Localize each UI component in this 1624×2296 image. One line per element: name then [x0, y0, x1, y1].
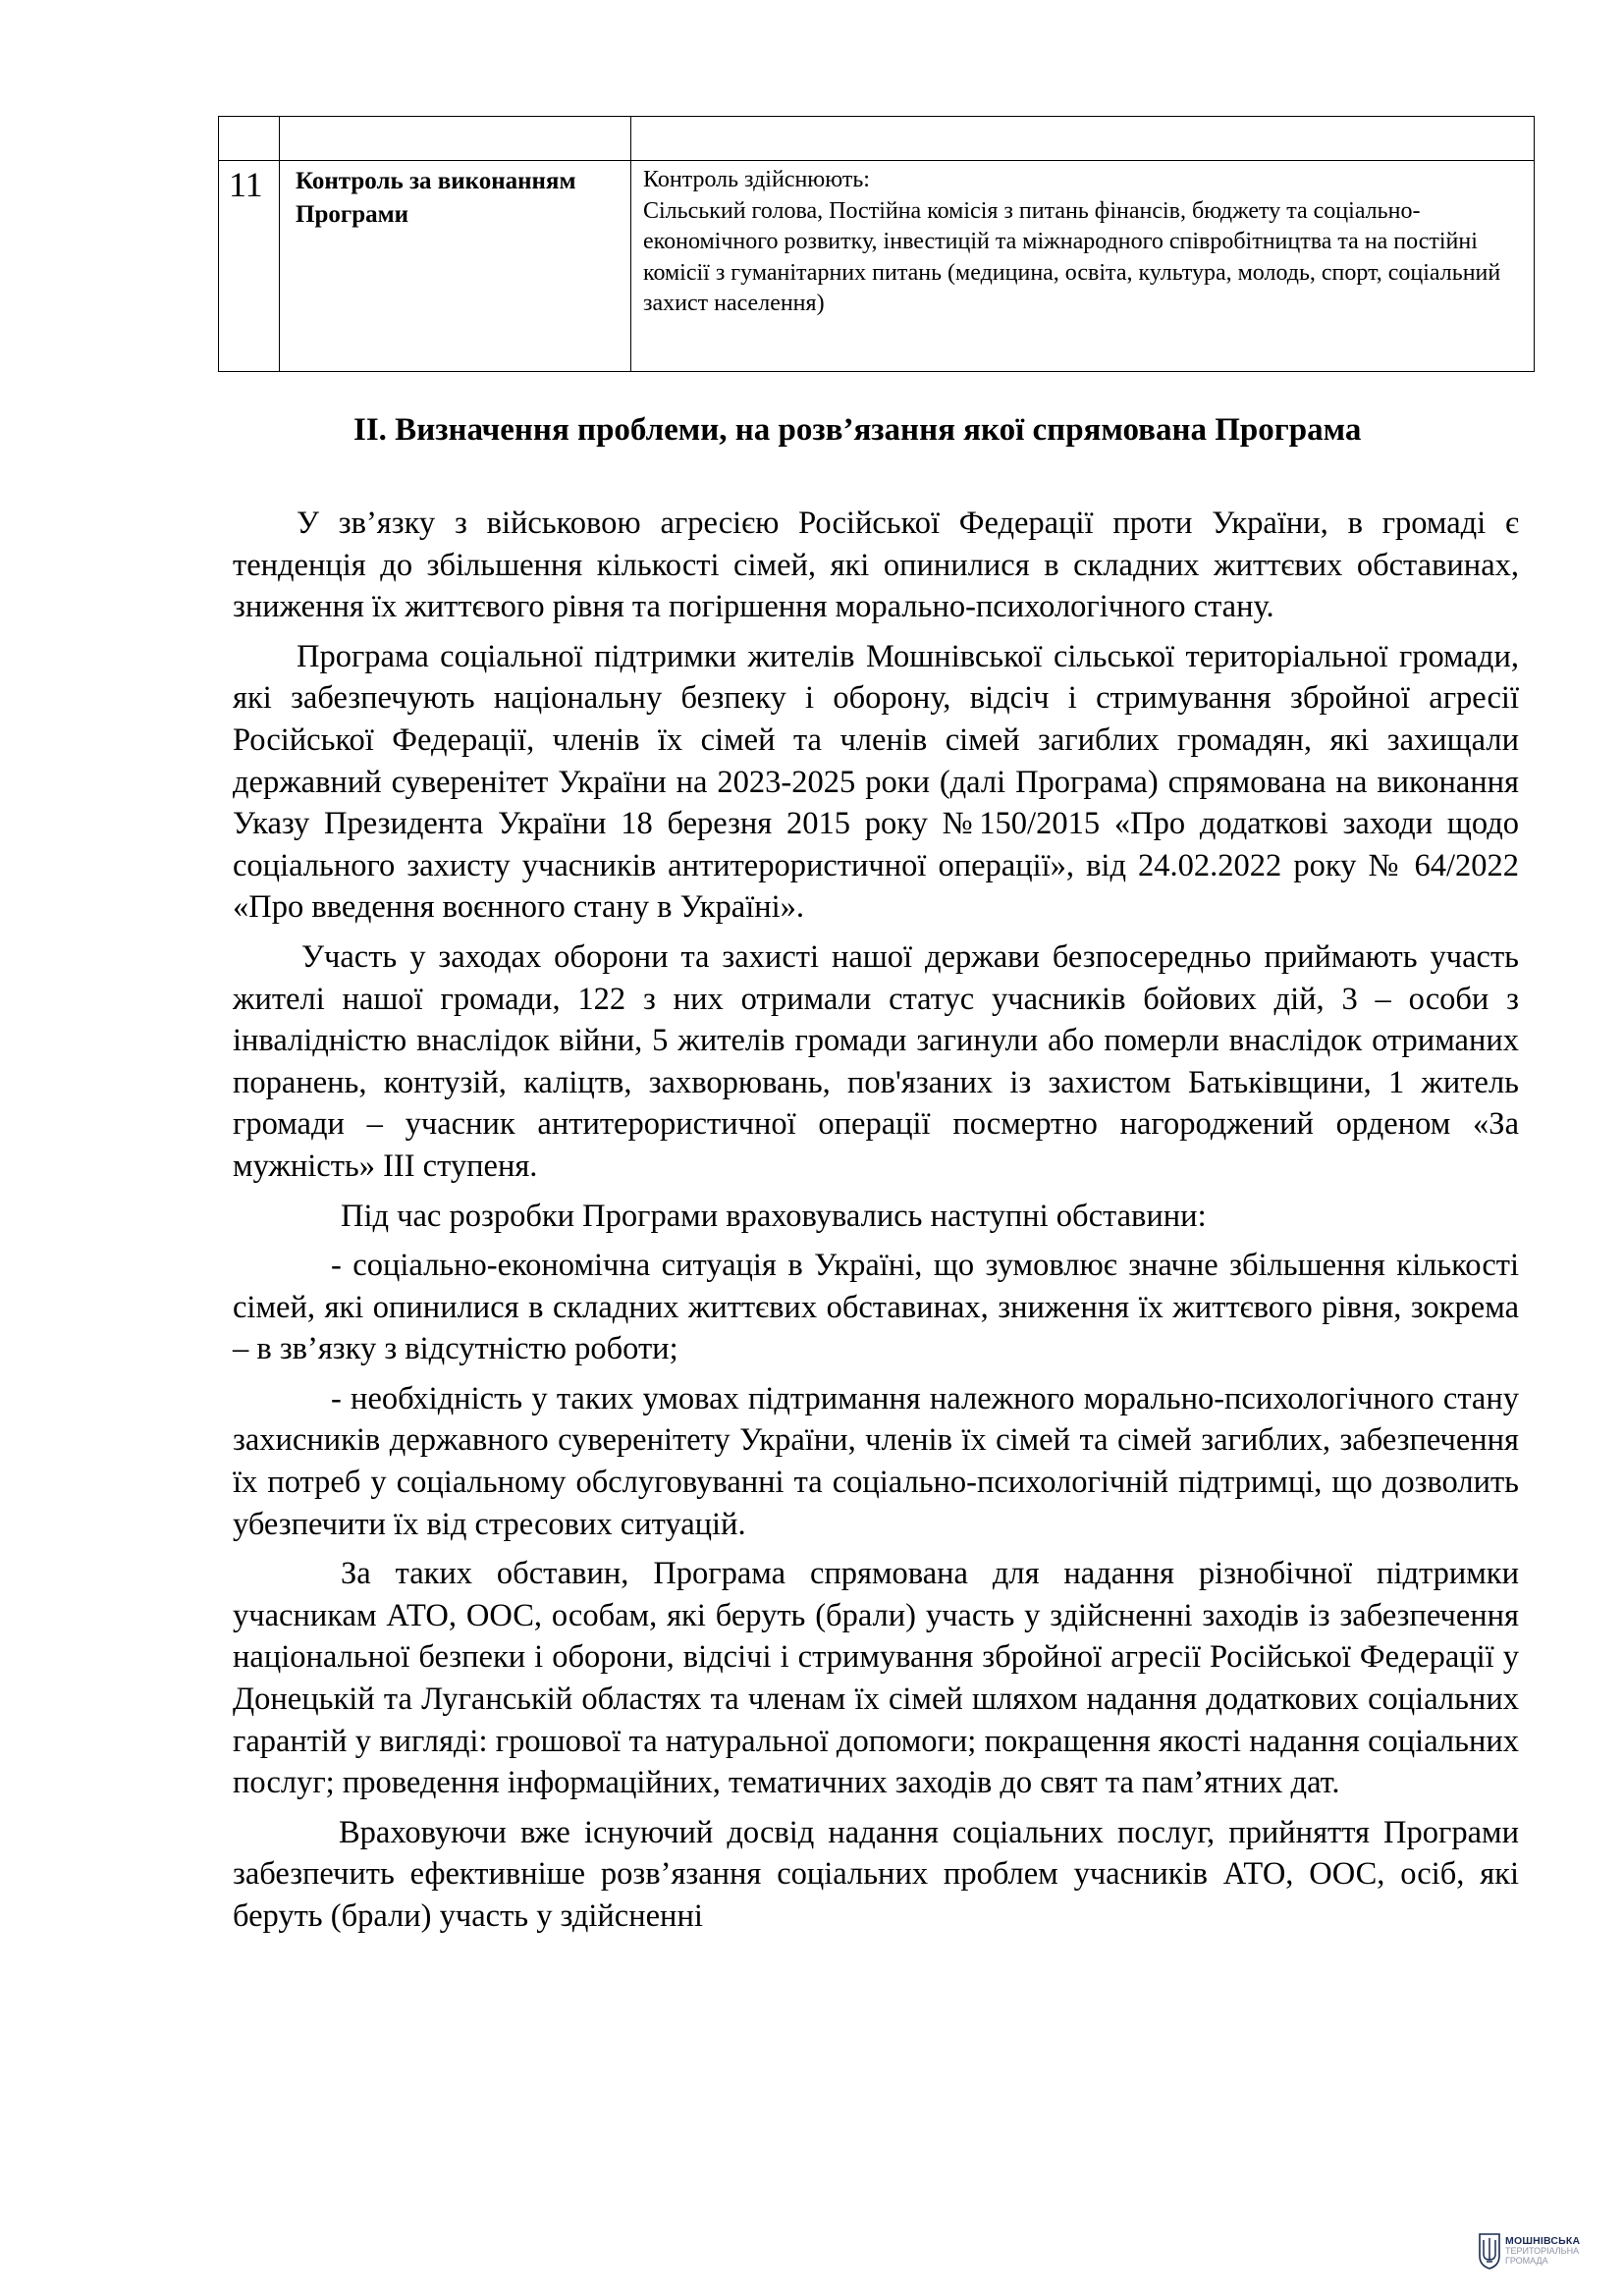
community-logo	[1478, 2230, 1596, 2271]
logo-line-2: ТЕРИТОРІАЛЬНА	[1505, 2246, 1580, 2256]
content-heading: Контроль здійснюють:	[643, 167, 870, 192]
table-row-empty	[219, 117, 1535, 161]
paragraph: Враховуючи вже існуючий досвід надання соціальних послуг, прийняття Програми забезпечить ефективніше розв’язання соціальних проблем учасників АТО, ООС, осіб, які беруть (брали) участь у здійсненні	[233, 1814, 1519, 1934]
row-content	[631, 161, 1535, 372]
paragraph: У зв’язку з військовою агресією Російської Федерації проти України, в громаді є тенденція до збільшення кількості сімей, які опинилися в складних життєвих обставинах, зниження їх життєвого рівня та погіршення морально-психологічного стану.	[233, 506, 1519, 625]
content-body: Сільський голова, Постійна комісія з питань фінансів, бюджету та соціально-економічного розвитку, інвестицій та міжнародного співробітництва та на постійні комісії з гуманітарних питань (медицина, освіта, культура, молодь, спорт, соціальний захист населення)	[643, 197, 1501, 316]
body-text	[233, 503, 1519, 1946]
program-passport-table	[218, 116, 1535, 372]
paragraph: Під час розробки Програми враховувались наступні обставини:	[341, 1198, 1207, 1234]
row-label: Контроль за виконанням Програми	[280, 161, 631, 372]
paragraph: Програма соціальної підтримки жителів Мошнівської сільської територіальної громади, які забезпечують національну безпеку і оборону, відсіч і стримування збройної агресії Російської Федерації, членів їх сімей та членів сімей загиблих громадян, які захищали державний суверенітет України на 2023-2025 роки (далі Програма) спрямована на виконання Указу Президента України 18 березня 2015 року №150/2015 «Про додаткові заходи щодо соціального захисту учасників антитерористичної операції», від 24.02.2022 року № 64/2022 «Про введення воєнного стану в Україні».	[233, 638, 1519, 926]
paragraph: Участь у заходах оборони та захисті нашої держави безпосередньо приймають участь жителі нашої громади, 122 з них отримали статус учасників бойових дій, 3 – особи з інвалідністю внаслідок війни, 5 жителів громади загинули або померли внаслідок отриманих поранень, контузій, каліцтв, захворювань, пов'язаних із захистом Батьківщини, 1 житель громади – учасник антитерористичної операції посмертно нагороджений орденом «За мужність» ІІІ ступеня.	[233, 938, 1519, 1184]
logo-line-1: МОШНІВСЬКА	[1505, 2235, 1581, 2247]
section-title: ІІ. Визначення проблеми, на розв’язання якої спрямована Програма	[353, 412, 1362, 448]
row-number: 11	[219, 161, 280, 372]
list-item: - необхідність у таких умовах підтримання належного морально-психологічного стану захисників державного суверенітету України, членів їх сімей та сімей загиблих, забезпечення їх потреб у соціальному обслуговуванні та соціально-психологічній підтримці, що дозволить убезпечити їх від стресових ситуацій.	[233, 1380, 1519, 1542]
table-row	[219, 161, 1535, 372]
logo-line-3: ГРОМАДА	[1505, 2256, 1548, 2266]
paragraph: За таких обставин, Програма спрямована для надання різнобічної підтримки учасникам АТО, ООС, особам, які беруть (брали) участь у здійсненні заходів із забезпечення національної безпеки і оборони, відсічі і стримування збройної агресії Російської Федерації у Донецькій та Луганській областях та членам їх сімей шляхом надання додаткових соціальних гарантій у вигляді: грошової та натуральної допомоги; покращення якості надання соціальних послуг; проведення інформаційних, тематичних заходів до свят та пам’ятних дат.	[233, 1556, 1519, 1801]
trident-emblem-icon	[1478, 2232, 1501, 2269]
list-item: - соціально-економічна ситуація в Україні, що зумовлює значне збільшення кількості сімей, які опинилися в складних життєвих обставинах, зниження їх життєвого рівня, зокрема – в зв’язку з відсутністю роботи;	[233, 1248, 1519, 1367]
